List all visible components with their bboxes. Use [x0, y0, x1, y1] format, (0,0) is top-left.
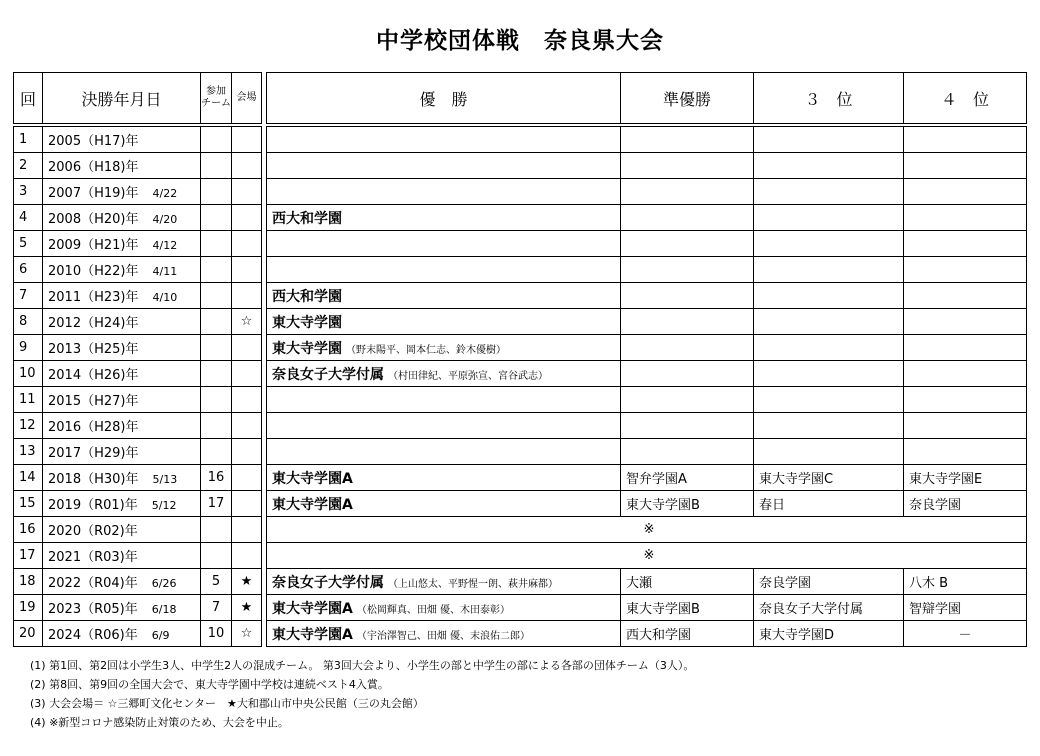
venue-cell [232, 361, 262, 387]
winner-cell [267, 569, 621, 595]
venue-cell [232, 231, 262, 257]
winner-cell [267, 491, 621, 517]
table-row [14, 257, 262, 283]
year-text: 2013（H25)年 [48, 342, 139, 357]
date-cell [43, 543, 201, 569]
header-teams-line1: 参加 [206, 86, 226, 97]
third-cell [754, 125, 904, 153]
winner-cell [267, 283, 621, 309]
runner-up-cell [621, 387, 754, 413]
table-row [267, 595, 1027, 621]
runner-up-cell [621, 179, 754, 205]
fourth-cell [904, 413, 1027, 439]
table-row [267, 413, 1027, 439]
third-cell [754, 153, 904, 179]
venue-cell [232, 465, 262, 491]
year-text: 2009（H21)年 [48, 238, 139, 253]
winner-cell [267, 257, 621, 283]
final-date: 4/12 [152, 239, 178, 252]
winner-members: （村田律紀、平原弥宣、宮谷武志） [388, 370, 548, 382]
venue-cell [232, 205, 262, 231]
table-row [267, 491, 1027, 517]
header-fourth: ４ 位 [904, 73, 1027, 126]
fourth-cell [904, 309, 1027, 335]
venue-cell [232, 413, 262, 439]
teams-cell: 5 [201, 569, 232, 595]
teams-cell [201, 257, 232, 283]
third-cell: 東大寺学園C [754, 465, 904, 491]
date-cell [43, 439, 201, 465]
year-text: 2024（R06)年 [48, 628, 138, 643]
teams-cell [201, 153, 232, 179]
year-text: 2018（H30)年 [48, 472, 139, 487]
year-text: 2019（R01)年 [48, 498, 138, 513]
winner-name: 東大寺学園 [272, 314, 342, 331]
runner-up-cell: 智弁学園A [621, 465, 754, 491]
date-cell [43, 595, 201, 621]
runner-up-cell [621, 283, 754, 309]
teams-cell [201, 125, 232, 153]
table-row [267, 179, 1027, 205]
table-row [14, 387, 262, 413]
header-third: ３ 位 [754, 73, 904, 126]
winner-members: （松岡輝真、田畑 優、木田泰彰） [356, 604, 511, 616]
third-cell [754, 179, 904, 205]
venue-cell [232, 543, 262, 569]
date-cell [43, 309, 201, 335]
year-text: 2011（H23)年 [48, 290, 139, 305]
venue-cell: ★ [232, 569, 262, 595]
year-text: 2017（H29)年 [48, 446, 139, 461]
venue-cell [232, 257, 262, 283]
table-row [267, 465, 1027, 491]
runner-up-cell: 西大和学園 [621, 621, 754, 647]
table-row [267, 309, 1027, 335]
date-cell [43, 257, 201, 283]
teams-cell [201, 231, 232, 257]
third-cell [754, 205, 904, 231]
round-cell: 10 [14, 361, 43, 387]
date-cell [43, 569, 201, 595]
fourth-cell [904, 125, 1027, 153]
note-3: (3) 大会会場＝ ☆三郷町文化センター ★大和郡山市中央公民館（三の丸会館） [30, 697, 424, 710]
winner-name: 東大寺学園A [272, 626, 353, 643]
runner-up-cell [621, 231, 754, 257]
table-row [267, 543, 1027, 569]
date-cell [43, 621, 201, 647]
date-cell [43, 361, 201, 387]
fourth-cell: 智辯学園 [904, 595, 1027, 621]
year-text: 2006（H18)年 [48, 160, 139, 175]
year-text: 2007（H19)年 [48, 186, 139, 201]
year-text: 2014（H26)年 [48, 368, 139, 383]
teams-cell [201, 179, 232, 205]
winner-cell [267, 621, 621, 647]
runner-up-cell: 大瀬 [621, 569, 754, 595]
round-cell: 14 [14, 465, 43, 491]
final-date: 4/20 [152, 213, 178, 226]
venue-cell: ☆ [232, 309, 262, 335]
header-teams [201, 73, 232, 126]
fourth-cell [904, 283, 1027, 309]
year-text: 2005（H17)年 [48, 134, 139, 149]
fourth-cell: － [904, 621, 1027, 647]
final-date: 5/13 [152, 473, 178, 486]
venue-cell [232, 387, 262, 413]
year-text: 2021（R03)年 [48, 550, 138, 565]
notes [30, 656, 694, 732]
runner-up-cell [621, 125, 754, 153]
venue-cell [232, 439, 262, 465]
table-row [14, 335, 262, 361]
round-cell: 2 [14, 153, 43, 179]
teams-cell: 17 [201, 491, 232, 517]
final-date: 6/9 [151, 629, 170, 642]
date-cell [43, 179, 201, 205]
fourth-cell [904, 439, 1027, 465]
winner-cell [267, 439, 621, 465]
winner-cell [267, 595, 621, 621]
fourth-cell [904, 205, 1027, 231]
table-row [14, 413, 262, 439]
runner-up-cell [621, 205, 754, 231]
table-row [267, 205, 1027, 231]
year-text: 2023（R05)年 [48, 602, 138, 617]
winner-cell [267, 153, 621, 179]
round-cell: 6 [14, 257, 43, 283]
venue-cell [232, 179, 262, 205]
teams-cell: 16 [201, 465, 232, 491]
note-2: (2) 第8回、第9回の全国大会で、東大寺学園中学校は連続ベスト4入賞。 [30, 678, 389, 691]
teams-cell [201, 517, 232, 543]
table-row [14, 621, 262, 647]
round-cell: 4 [14, 205, 43, 231]
round-cell: 19 [14, 595, 43, 621]
table-row [267, 621, 1027, 647]
table-row [267, 125, 1027, 153]
fourth-cell [904, 257, 1027, 283]
third-cell: 奈良女子大学付属 [754, 595, 904, 621]
winner-members: （上山悠太、平野惺一朗、萩井麻都） [388, 578, 558, 590]
date-cell [43, 125, 201, 153]
teams-cell [201, 413, 232, 439]
round-cell: 7 [14, 283, 43, 309]
final-date: 4/22 [152, 187, 178, 200]
teams-cell [201, 335, 232, 361]
cancelled-note-cell: ※ [267, 517, 1027, 543]
table-row [14, 309, 262, 335]
teams-cell [201, 309, 232, 335]
fourth-cell [904, 231, 1027, 257]
year-text: 2022（R04)年 [48, 576, 138, 591]
teams-cell [201, 283, 232, 309]
winner-name: 西大和学園 [272, 288, 342, 305]
round-cell: 16 [14, 517, 43, 543]
round-cell: 9 [14, 335, 43, 361]
winner-name: 東大寺学園A [272, 470, 353, 487]
winner-members: （宇治澤智己、田畑 優、末浪佑二郎） [356, 630, 531, 642]
final-date: 6/18 [151, 603, 177, 616]
winner-name: 東大寺学園 [272, 340, 342, 357]
winner-name: 東大寺学園A [272, 496, 353, 513]
round-cell: 15 [14, 491, 43, 517]
note-4: (4) ※新型コロナ感染防止対策のため、大会を中止。 [30, 716, 289, 729]
third-cell: 春日 [754, 491, 904, 517]
date-cell [43, 465, 201, 491]
table-row [267, 569, 1027, 595]
table-row [267, 231, 1027, 257]
table-row [267, 257, 1027, 283]
venue-cell [232, 125, 262, 153]
date-cell [43, 231, 201, 257]
round-cell: 11 [14, 387, 43, 413]
third-cell [754, 231, 904, 257]
date-cell [43, 491, 201, 517]
round-cell: 20 [14, 621, 43, 647]
winner-name: 東大寺学園A [272, 600, 353, 617]
third-cell [754, 257, 904, 283]
final-date: 4/10 [152, 291, 178, 304]
third-cell [754, 335, 904, 361]
table-row [14, 465, 262, 491]
table-row [14, 569, 262, 595]
teams-cell: 10 [201, 621, 232, 647]
left-table [13, 72, 262, 647]
third-cell [754, 413, 904, 439]
third-cell [754, 439, 904, 465]
teams-cell: 7 [201, 595, 232, 621]
runner-up-cell [621, 361, 754, 387]
venue-cell [232, 153, 262, 179]
venue-cell: ★ [232, 595, 262, 621]
fourth-cell [904, 335, 1027, 361]
round-cell: 12 [14, 413, 43, 439]
table-row [267, 361, 1027, 387]
year-text: 2015（H27)年 [48, 394, 139, 409]
table-row [14, 517, 262, 543]
year-text: 2012（H24)年 [48, 316, 139, 331]
third-cell [754, 309, 904, 335]
date-cell [43, 153, 201, 179]
teams-cell [201, 543, 232, 569]
round-cell: 5 [14, 231, 43, 257]
winner-cell [267, 231, 621, 257]
venue-cell [232, 491, 262, 517]
date-cell [43, 517, 201, 543]
winner-cell [267, 335, 621, 361]
round-cell: 8 [14, 309, 43, 335]
third-cell [754, 283, 904, 309]
winner-cell [267, 465, 621, 491]
table-row [14, 361, 262, 387]
left-header-row [14, 73, 262, 126]
third-cell: 奈良学園 [754, 569, 904, 595]
runner-up-cell [621, 413, 754, 439]
cancelled-note-cell: ※ [267, 543, 1027, 569]
fourth-cell: 奈良学園 [904, 491, 1027, 517]
right-header-row [267, 73, 1027, 126]
winner-cell [267, 205, 621, 231]
teams-cell [201, 361, 232, 387]
teams-cell [201, 439, 232, 465]
date-cell [43, 205, 201, 231]
table-row [14, 595, 262, 621]
date-cell [43, 413, 201, 439]
header-date: 決勝年月日 [43, 73, 201, 126]
date-cell [43, 335, 201, 361]
final-date: 5/12 [151, 499, 177, 512]
third-cell [754, 387, 904, 413]
third-cell: 東大寺学園D [754, 621, 904, 647]
winner-cell [267, 387, 621, 413]
table-row [267, 517, 1027, 543]
date-cell [43, 387, 201, 413]
date-cell [43, 283, 201, 309]
page-title: 中学校団体戦 奈良県大会 [376, 28, 664, 54]
venue-cell: ☆ [232, 621, 262, 647]
table-row [267, 387, 1027, 413]
venue-cell [232, 517, 262, 543]
round-cell: 18 [14, 569, 43, 595]
runner-up-cell: 東大寺学園B [621, 595, 754, 621]
round-cell: 3 [14, 179, 43, 205]
third-cell [754, 361, 904, 387]
table-row [14, 231, 262, 257]
round-cell: 1 [14, 125, 43, 153]
header-round: 回 [14, 73, 43, 126]
final-date: 4/11 [152, 265, 178, 278]
runner-up-cell [621, 335, 754, 361]
table-row [14, 283, 262, 309]
final-date: 6/26 [151, 577, 177, 590]
fourth-cell: 東大寺学園E [904, 465, 1027, 491]
header-teams-line2: チーム [201, 98, 231, 109]
winner-cell [267, 413, 621, 439]
note-1: (1) 第1回、第2回は小学生3人、中学生2人の混成チーム。 第3回大会より、小学生の部と中学生の部による各部の団体チーム（3人）。 [30, 659, 695, 672]
winner-cell [267, 125, 621, 153]
table-row [267, 335, 1027, 361]
table-row [267, 439, 1027, 465]
runner-up-cell [621, 309, 754, 335]
winner-cell [267, 361, 621, 387]
winner-name: 奈良女子大学付属 [272, 574, 384, 591]
teams-cell [201, 205, 232, 231]
fourth-cell [904, 361, 1027, 387]
runner-up-cell [621, 153, 754, 179]
table-row [267, 153, 1027, 179]
venue-cell [232, 283, 262, 309]
year-text: 2016（H28)年 [48, 420, 139, 435]
winner-members: （野末陽平、岡本仁志、鈴木優樹） [346, 344, 506, 356]
table-row [267, 283, 1027, 309]
right-table [266, 72, 1027, 647]
fourth-cell [904, 179, 1027, 205]
header-venue: 会場 [232, 73, 262, 126]
year-text: 2010（H22)年 [48, 264, 139, 279]
table-row [14, 543, 262, 569]
header-runner-up: 準優勝 [621, 73, 754, 126]
table-row [14, 179, 262, 205]
table-row [14, 205, 262, 231]
winner-cell [267, 309, 621, 335]
fourth-cell: 八木 B [904, 569, 1027, 595]
runner-up-cell [621, 439, 754, 465]
teams-cell [201, 387, 232, 413]
runner-up-cell: 東大寺学園B [621, 491, 754, 517]
table-row [14, 153, 262, 179]
year-text: 2008（H20)年 [48, 212, 139, 227]
winner-name: 西大和学園 [272, 210, 342, 227]
winner-name: 奈良女子大学付属 [272, 366, 384, 383]
table-row [14, 491, 262, 517]
header-winner: 優 勝 [267, 73, 621, 126]
fourth-cell [904, 387, 1027, 413]
round-cell: 17 [14, 543, 43, 569]
table-row [14, 125, 262, 153]
round-cell: 13 [14, 439, 43, 465]
fourth-cell [904, 153, 1027, 179]
runner-up-cell [621, 257, 754, 283]
venue-cell [232, 335, 262, 361]
winner-cell [267, 179, 621, 205]
table-row [14, 439, 262, 465]
year-text: 2020（R02)年 [48, 524, 138, 539]
